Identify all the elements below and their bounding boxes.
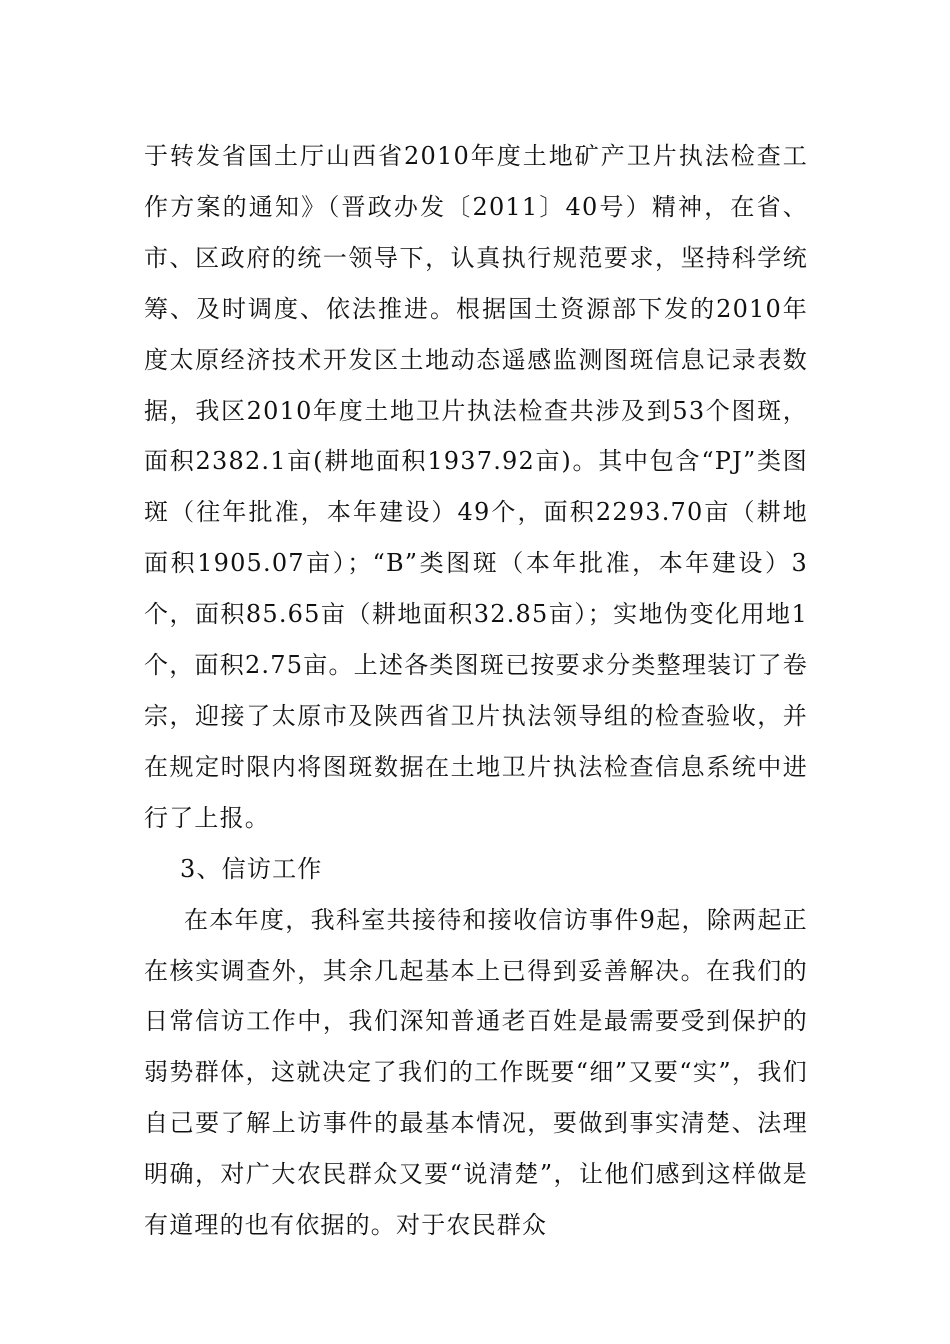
paragraph-petition-work: 在本年度，我科室共接待和接收信访事件9起，除两起正在核实调查外，其余几起基本上已得到妥善解决。在我们的日常信访工作中，我们深知普通老百姓是最需要受到保护的弱势群体，这就决定了我们的工作既要“细”又要“实”，我们自己要了解上访事件的最基本情况，要做到事实清楚、法理明确，对广大农民群众又要“说清楚”，让他们感到这样做是有道理的也有依据的。对于农民群众 (144, 905, 808, 1240)
section-heading-petition-work: 3、信访工作 (180, 854, 323, 883)
document-body (144, 131, 808, 1251)
paragraph-land-satellite-inspection: 于转发省国土厅山西省2010年度土地矿产卫片执法检查工作方案的通知》（晋政办发〔2011〕40号）精神，在省、市、区政府的统一领导下，认真执行规范要求，坚持科学统筹、及时调度、依法推进。根据国土资源部下发的2010年度太原经济技术开发区土地动态遥感监测图斑信息记录表数据，我区2010年度土地卫片执法检查共涉及到53个图斑，面积2382.1亩(耕地面积1937.92亩)。其中包含“PJ”类图斑（往年批准，本年建设）49个，面积2293.70亩（耕地面积1905.07亩）；“B”类图斑（本年批准，本年建设）3个，面积85.65亩（耕地面积32.85亩）；实地伪变化用地1个，面积2.75亩。上述各类图斑已按要求分类整理装订了卷宗，迎接了太原市及陕西省卫片执法领导组的检查验收，并在规定时限内将图斑数据在土地卫片执法检查信息系统中进行了上报。 (144, 142, 808, 832)
